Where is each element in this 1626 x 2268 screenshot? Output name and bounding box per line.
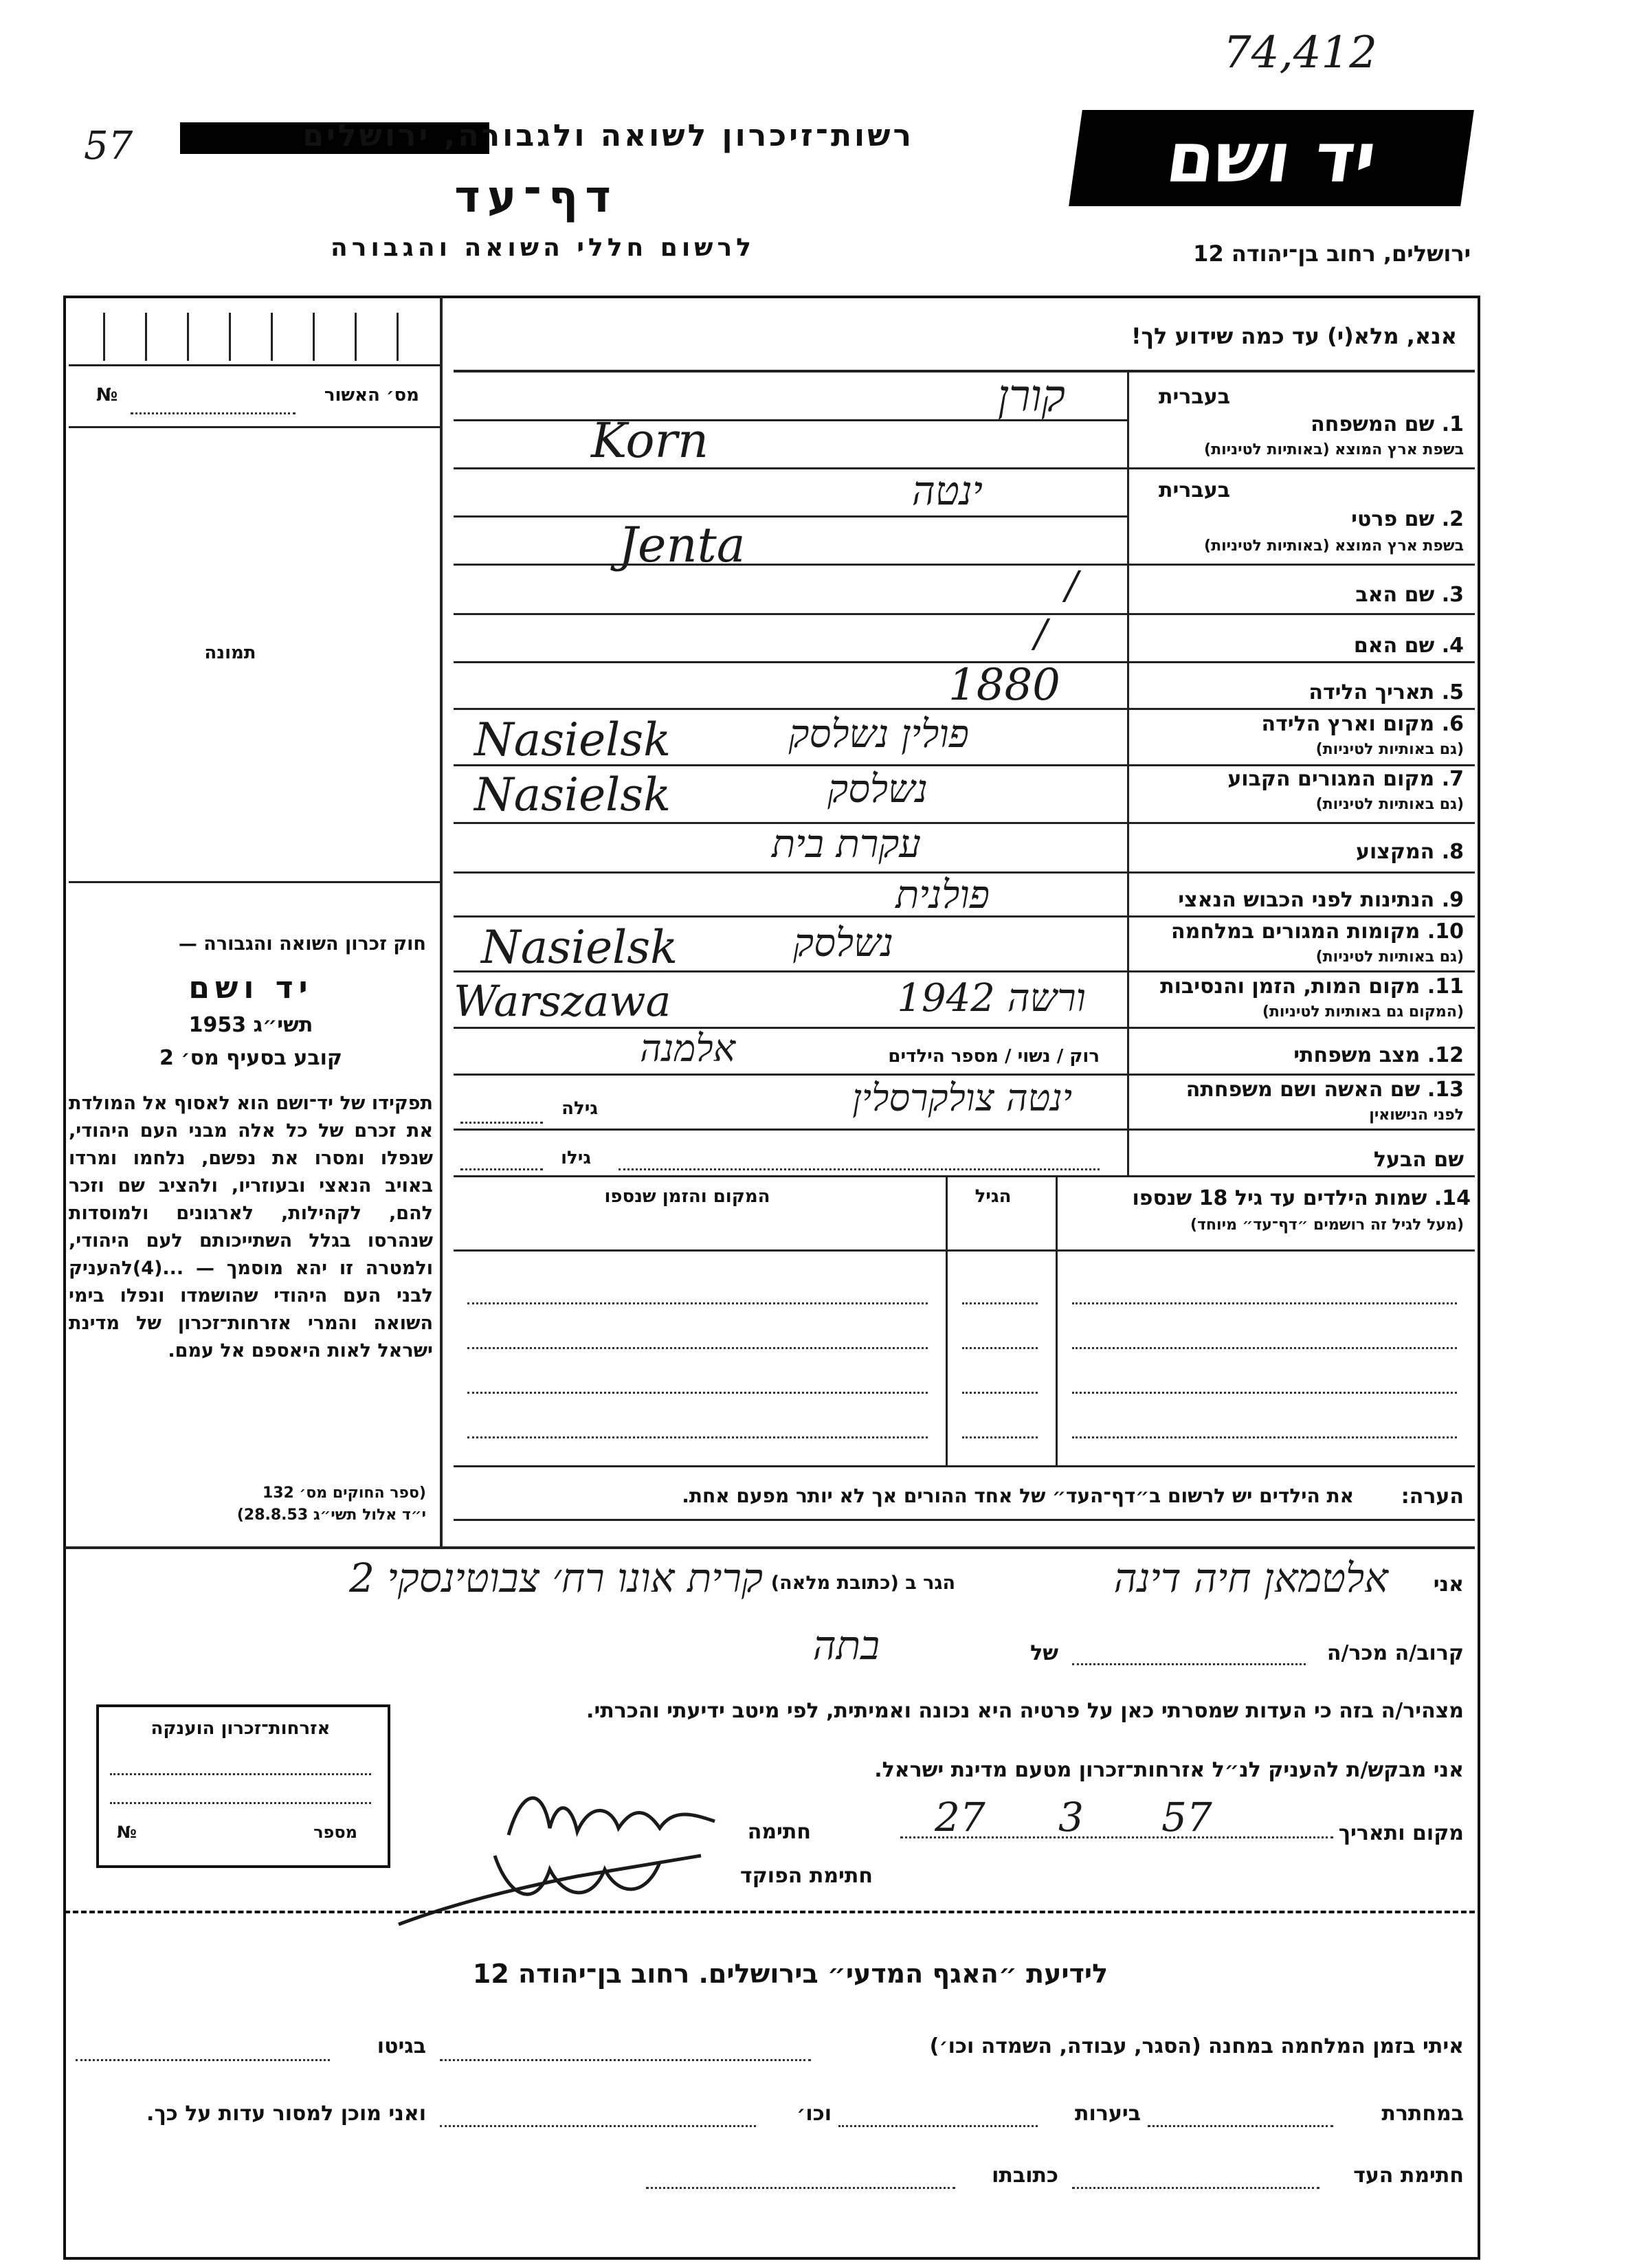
citizenship-value[interactable]: פולנית bbox=[895, 873, 990, 918]
footer-ready-label: ואני מוכן למסור עדות על כך. bbox=[146, 2102, 426, 2126]
field8-label bbox=[1141, 840, 1464, 864]
birth-date-value[interactable]: 1880 bbox=[948, 660, 1060, 711]
witness-name[interactable]: אלטמאן חיה דינה bbox=[1113, 1555, 1388, 1601]
page-mark: 57 bbox=[84, 124, 133, 168]
marital-options: רוק / נשוי / מספר הילדים bbox=[888, 1046, 1100, 1067]
residence-latin[interactable]: Nasielsk bbox=[474, 768, 671, 821]
law-name: יד ושם bbox=[188, 970, 313, 1005]
of-label: של bbox=[1030, 1641, 1058, 1665]
field4-label bbox=[1141, 634, 1464, 658]
field6-text: מקום וארץ הלידה bbox=[1261, 712, 1435, 736]
date-day[interactable]: 27 bbox=[935, 1794, 985, 1841]
approval-no-label: מס׳ האשור bbox=[324, 385, 419, 405]
footer-title: לידיעת ״האגף המדעי״ בירושלים. רחוב בן־יהודה 12 bbox=[472, 1959, 1109, 1989]
field8-number: 8. bbox=[1441, 840, 1464, 864]
law-source: (ספר החוקים מס׳ 132 bbox=[262, 1485, 426, 1502]
footer-address-label: כתובתו bbox=[992, 2164, 1058, 2188]
field1-text: שם המשפחה bbox=[1311, 412, 1435, 436]
declaration-statement: מצהיר/ה בזה כי העדות שמסרתי כאן על פרטיה היא נכונה ואמיתית, לפי מיטב ידיעתי והכרתי. bbox=[586, 1699, 1464, 1723]
field7-text: מקום המגורים הקבוע bbox=[1227, 767, 1435, 791]
field13-sub: לפני הנישואין bbox=[1369, 1107, 1464, 1124]
field11-text: מקום המות, הזמן והנסיבות bbox=[1160, 975, 1421, 999]
relation-label: קרוב/ה מכר/ה bbox=[1326, 1641, 1464, 1665]
form-subtitle: לרשום חללי השואה והגבורה bbox=[331, 234, 755, 262]
field7-number: 7. bbox=[1441, 767, 1464, 791]
field9-text: הנתינות לפני הכבוש הנאצי bbox=[1178, 888, 1435, 912]
field13-number: 13. bbox=[1427, 1078, 1464, 1102]
children-title-text: שמות הילדים עד גיל 18 שנספו bbox=[1132, 1186, 1427, 1210]
mother-name-value[interactable]: / bbox=[1034, 612, 1047, 656]
field7-sub: (גם באותיות לטיניות) bbox=[1315, 796, 1464, 813]
field9-label bbox=[1141, 888, 1464, 912]
birth-place-latin[interactable]: Nasielsk bbox=[474, 713, 671, 766]
digit-boxes bbox=[103, 313, 399, 361]
field4-text: שם האם bbox=[1353, 634, 1435, 658]
archive-number: 74,412 bbox=[1223, 27, 1377, 78]
field10-text: מקומות המגורים במלחמה bbox=[1171, 920, 1421, 944]
field10-label bbox=[1141, 920, 1464, 944]
note-label: הערה: bbox=[1401, 1485, 1464, 1509]
field6-sub: (גם באותיות לטיניות) bbox=[1315, 741, 1464, 758]
field8-text: המקצוע bbox=[1355, 840, 1435, 864]
law-year: תשי״ג 1953 bbox=[188, 1013, 313, 1037]
field2-label bbox=[1141, 507, 1464, 531]
law-title: חוק זכרון השואה והגבורה — bbox=[178, 933, 426, 955]
field1-label bbox=[1141, 412, 1464, 436]
wartime-residence-latin[interactable]: Nasielsk bbox=[481, 921, 678, 974]
certificate-number-label: מספר bbox=[313, 1823, 357, 1842]
field2-number: 2. bbox=[1441, 507, 1464, 531]
form-title: דף־עד bbox=[454, 172, 618, 223]
declaration-request: אני מבקש/ת להעניק לנ״ל אזרחות־זכרון מטעם מדינת ישראל. bbox=[874, 1758, 1464, 1782]
field10-number: 10. bbox=[1427, 920, 1464, 944]
given-name-latin[interactable]: Jenta bbox=[619, 517, 746, 573]
field3-text: שם האב bbox=[1355, 583, 1435, 607]
certificate-title: אזרחות־זכרון הוענקה bbox=[151, 1718, 331, 1739]
field1-number: 1. bbox=[1441, 412, 1464, 436]
field11-number: 11. bbox=[1427, 975, 1464, 999]
form-prompt: אנא, מלא(י) עד כמה שידוע לך! bbox=[1131, 323, 1457, 349]
field2-text: שם פרטי bbox=[1351, 507, 1435, 531]
father-name-value[interactable]: / bbox=[1065, 564, 1078, 608]
field9-number: 9. bbox=[1441, 888, 1464, 912]
footer-etc-label: וכו׳ bbox=[797, 2102, 832, 2126]
field13-text: שם האשה ושם משפחתה bbox=[1185, 1078, 1421, 1102]
footer-witness-signature-label: חתימת העד bbox=[1353, 2164, 1464, 2188]
authority-title: רשות־זיכרון לשואה ולגבורה, ירושלים bbox=[302, 118, 914, 153]
marital-status-value[interactable]: אלמנה bbox=[640, 1027, 735, 1070]
occupation-value[interactable]: עקרת בית bbox=[772, 822, 921, 867]
date-year[interactable]: 57 bbox=[1161, 1794, 1212, 1841]
footer-camp-label: איתי בזמן המלחמה במחנה (הסגר, עבודה, השמדה וכו׳) bbox=[929, 2034, 1464, 2058]
witness-address[interactable]: קרית אונו רח׳ צבוטינסקי 2 bbox=[349, 1555, 763, 1601]
certificate-number-symbol: № bbox=[117, 1823, 137, 1842]
field1-sub: בשפת ארץ המוצא (באותיות לטיניות) bbox=[1204, 441, 1464, 458]
residence-hebrew[interactable]: נשלסק bbox=[827, 767, 928, 812]
surname-hebrew[interactable]: קורן bbox=[997, 371, 1065, 422]
field1-hebrew-tag: בעברית bbox=[1159, 385, 1230, 409]
field11-label bbox=[1141, 975, 1464, 999]
wife-age-label: גילה bbox=[561, 1098, 598, 1119]
surname-latin[interactable]: Korn bbox=[591, 412, 709, 469]
children-title bbox=[1058, 1186, 1471, 1210]
approval-no-symbol: № bbox=[96, 385, 118, 405]
children-number: 14. bbox=[1434, 1186, 1471, 1210]
note-text: את הילדים יש לרשום ב״דף־העד״ של אחד ההורים אך לא יותר מפעם אחת. bbox=[682, 1485, 1354, 1507]
field7-label bbox=[1141, 767, 1464, 791]
field12-label bbox=[1141, 1043, 1464, 1067]
birth-place-hebrew[interactable]: פולין נשלסק bbox=[788, 712, 969, 757]
field2-hebrew-tag: בעברית bbox=[1159, 478, 1230, 502]
signature-label: חתימה bbox=[747, 1820, 811, 1844]
footer-forest-label: ביערות bbox=[1075, 2102, 1141, 2126]
husband-age-label: גילו bbox=[561, 1148, 591, 1168]
footer-ghetto-label: בגיטו bbox=[377, 2034, 426, 2058]
law-date: י״ד אלול תשי״ג 28.8.53) bbox=[236, 1507, 426, 1524]
resides-label: הגר ב (כתובת מלאה) bbox=[770, 1572, 955, 1594]
children-age-col: הגיל bbox=[975, 1186, 1012, 1207]
address: ירושלים, רחוב בן־יהודה 12 bbox=[1193, 241, 1471, 267]
husband-label: שם הבעל bbox=[1373, 1148, 1464, 1172]
date-month[interactable]: 3 bbox=[1058, 1794, 1084, 1841]
field5-number: 5. bbox=[1441, 680, 1464, 704]
field12-number: 12. bbox=[1427, 1043, 1464, 1067]
footer-hiding-label: במחתרת bbox=[1381, 2102, 1464, 2126]
death-place-hebrew[interactable]: ורשה 1942 bbox=[897, 976, 1086, 1021]
field3-number: 3. bbox=[1441, 583, 1464, 607]
children-sub: (מעל לגיל זה רושמים ״דף־עד״ מיוחד) bbox=[1190, 1216, 1464, 1234]
field10-sub: (גם באותיות לטיניות) bbox=[1315, 948, 1464, 966]
field6-number: 6. bbox=[1441, 712, 1464, 736]
photo-label: תמונה bbox=[204, 643, 256, 663]
children-place-col: המקום והזמן שנספו bbox=[604, 1186, 770, 1207]
law-text: תפקידו של יד־ושם הוא לאסוף אל המולדת את זכרם של כל אלה מבני העם היהודי, שנפלו ומסרו את נפשם, נלחמו ומרדו באויב הנאצי ובעוזריו, ולהציב שם וזכר להם, לקהילות, לארגונים ולמוסדות שנהרסו בגלל השתייכותם לעם היהודי, ולמטרה זו יהא מוסמך — ...(4)להעניק לבני העם היהודי שהושמדו ונפלו בימי השואה והמרי אזרחות־זכרון של מדינת ישראל לאות היאספם אל עמם. bbox=[69, 1093, 433, 1361]
yad-vashem-logo: יד ושם bbox=[1069, 110, 1474, 206]
law-section: קובע בסעיף מס׳ 2 bbox=[159, 1046, 343, 1070]
given-name-hebrew[interactable]: ינטה bbox=[911, 467, 983, 514]
wife-name-value[interactable]: ינטה צולקרסלין bbox=[852, 1076, 1072, 1120]
field5-label bbox=[1141, 680, 1464, 704]
field6-label bbox=[1141, 712, 1464, 736]
field3-label bbox=[1141, 583, 1464, 607]
field11-sub: (המקום גם באותיות לטיניות) bbox=[1262, 1003, 1464, 1021]
field12-text: מצב משפחתי bbox=[1293, 1043, 1421, 1067]
field13-label bbox=[1141, 1078, 1464, 1102]
wartime-residence-hebrew[interactable]: נשלסק bbox=[793, 921, 893, 966]
field5-text: תאריך הלידה bbox=[1308, 680, 1435, 704]
place-date-label: מקום ותאריך bbox=[1338, 1821, 1464, 1845]
relation-value[interactable]: בתה bbox=[812, 1622, 880, 1669]
death-place-latin[interactable]: Warszawa bbox=[454, 976, 671, 1026]
declaration-i-label: אני bbox=[1433, 1572, 1464, 1597]
field2-sub: בשפת ארץ המוצא (באותיות לטיניות) bbox=[1204, 537, 1464, 555]
field4-number: 4. bbox=[1441, 634, 1464, 658]
clerk-signature bbox=[371, 1828, 715, 1938]
clerk-signature-label: חתימת הפוקד bbox=[740, 1864, 873, 1888]
